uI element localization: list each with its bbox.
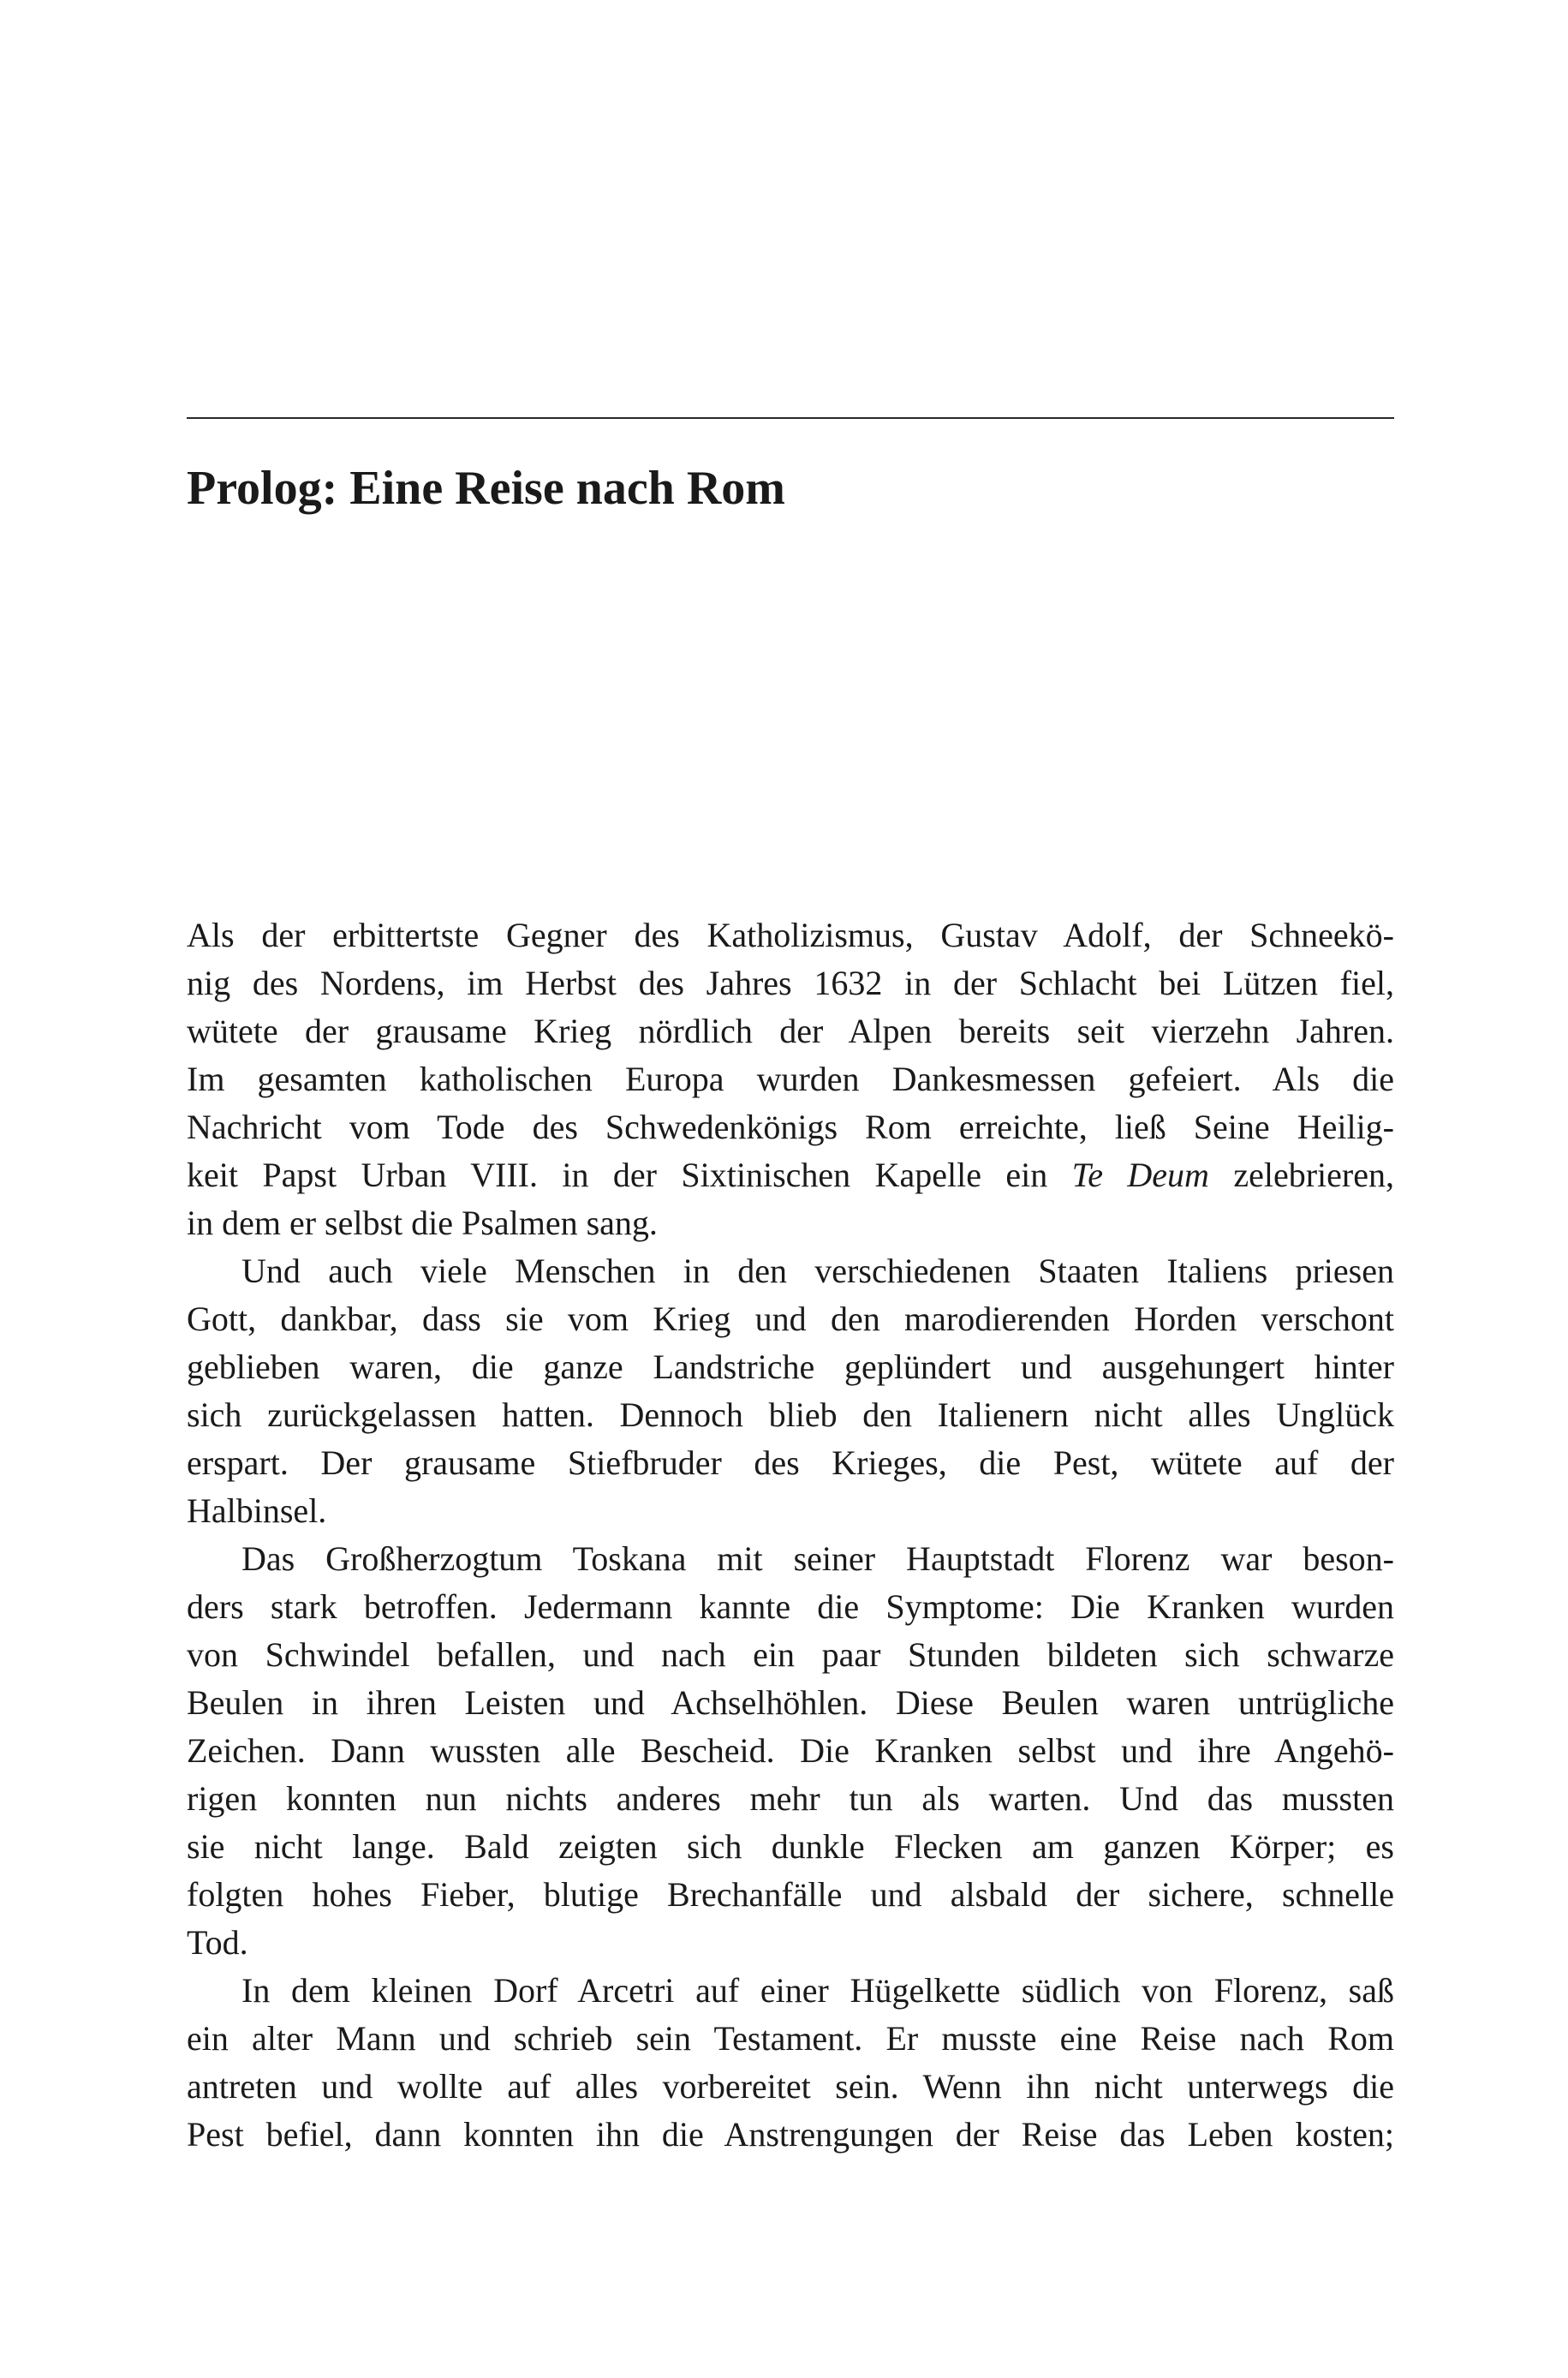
text-line: In dem kleinen Dorf Arcetri auf einer Hügelkette südlich von Florenz, saß [241,1971,1394,2010]
text-line: Das Großherzogtum Toskana mit seiner Hauptstadt Florenz war beson- [241,1539,1394,1578]
text-line: antreten und wollte auf alles vorbereitet sein. Wenn ihn nicht unterwegs die [187,2067,1394,2106]
paragraph-4 [187,1967,1394,2159]
text-run: zelebrieren, [1208,1156,1395,1194]
text-line: sich zurückgelassen hatten. Dennoch blieb den Italienern nicht alles Unglück [187,1395,1394,1434]
text-line: folgten hohes Fieber, blutige Brechanfälle und alsbald der sichere, schnelle [187,1875,1394,1914]
text-line: ders stark betroffen. Jedermann kannte die Symptome: Die Kranken wurden [187,1587,1394,1626]
chapter-rule [187,417,1394,419]
text-line: Gott, dankbar, dass sie vom Krieg und den marodierenden Horden verschont [187,1300,1394,1338]
text-line: Nachricht vom Tode des Schwedenkönigs Rom erreichte, ließ Seine Heilig- [187,1108,1394,1146]
text-line [187,1151,1394,1199]
text-line: nig des Nordens, im Herbst des Jahres 1632 in der Schlacht bei Lützen fiel, [187,964,1394,1002]
text-line: sie nicht lange. Bald zeigten sich dunkle Flecken am ganzen Körper; es [187,1827,1394,1866]
text-line: Beulen in ihren Leisten und Achselhöhlen. Diese Beulen waren untrügliche [187,1683,1394,1722]
paragraph-2 [187,1247,1394,1535]
paragraph-1 [187,911,1394,1247]
text-line: geblieben waren, die ganze Landstriche geplündert und ausgehungert hinter [187,1347,1394,1386]
text-line: in dem er selbst die Psalmen sang. [187,1204,658,1242]
paragraph-3 [187,1535,1394,1967]
text-line: Tod. [187,1923,248,1962]
text-line: rigen konnten nun nichts anderes mehr tun als warten. Und das mussten [187,1779,1394,1818]
text-line: Als der erbittertste Gegner des Katholizismus, Gustav Adolf, der Schneekö- [187,916,1394,954]
text-line: ein alter Mann und schrieb sein Testament. Er musste eine Reise nach Rom [187,2019,1394,2058]
text-line: Und auch viele Menschen in den verschiedenen Staaten Italiens priesen [241,1252,1394,1290]
text-line: Halbinsel. [187,1491,327,1530]
text-run: keit Papst Urban VIII. in der Sixtinischen Kapelle ein [187,1156,1072,1194]
chapter-title: Prolog: Eine Reise nach Rom [187,462,785,515]
body-text [187,911,1394,2159]
text-line: Im gesamten katholischen Europa wurden Dankesmessen gefeiert. Als die [187,1060,1394,1098]
text-line: Zeichen. Dann wussten alle Bescheid. Die Kranken selbst und ihre Angehö- [187,1731,1394,1770]
emphasis-te-deum: Te Deum [1071,1156,1209,1194]
text-line: erspart. Der grausame Stiefbruder des Krieges, die Pest, wütete auf der [187,1443,1394,1482]
text-line: von Schwindel befallen, und nach ein paar Stunden bildeten sich schwarze [187,1635,1394,1674]
text-line: wütete der grausame Krieg nördlich der Alpen bereits seit vierzehn Jahren. [187,1012,1394,1050]
text-line: Pest befiel, dann konnten ihn die Anstrengungen der Reise das Leben kosten; [187,2115,1394,2154]
